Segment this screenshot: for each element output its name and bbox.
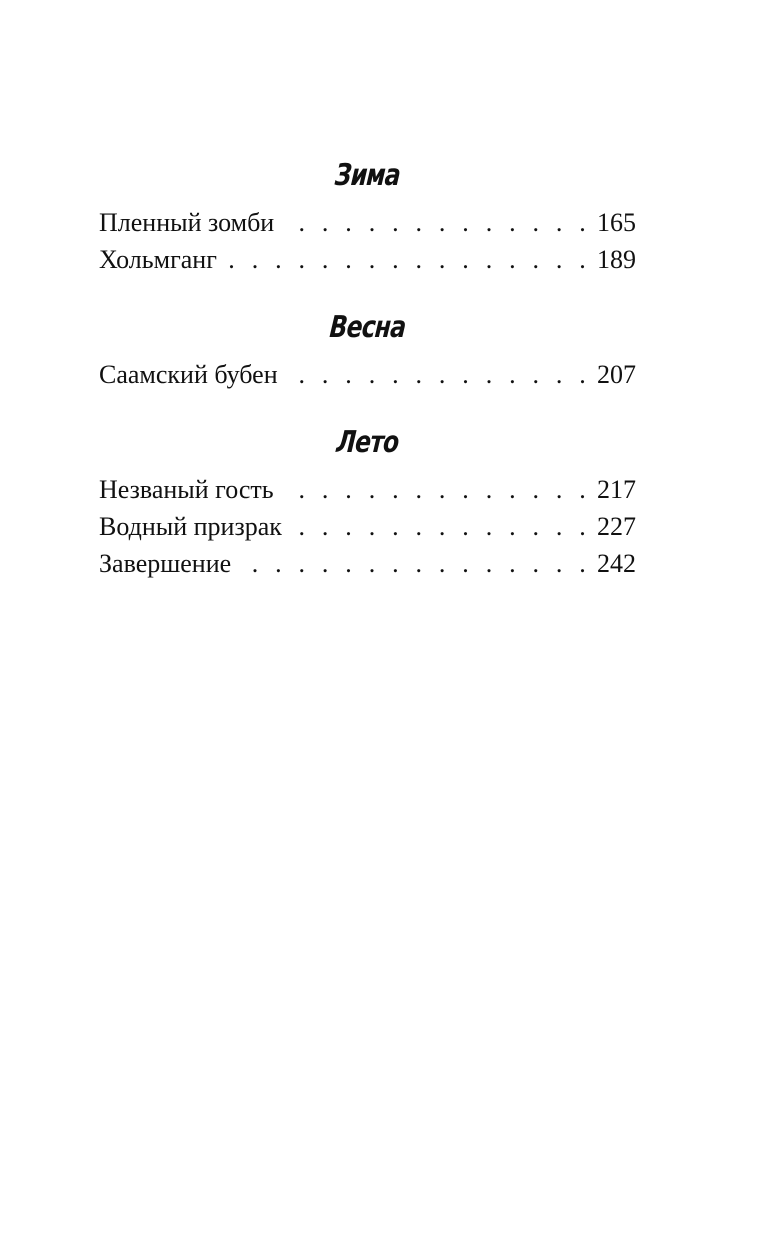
entry-page-number: 227 [597,512,636,541]
dot-leader [282,204,591,241]
toc-section-winter [99,148,636,278]
dot-leader [286,356,591,393]
toc-entry[interactable] [99,508,636,545]
table-of-contents [99,148,636,582]
toc-entry[interactable] [99,356,636,393]
dot-leader [225,241,591,278]
entry-title: Незваный гость [99,475,274,504]
entry-title: Пленный зомби [99,208,275,237]
toc-entry[interactable] [99,204,636,241]
toc-section-summer [99,415,636,582]
dot-leader [290,508,591,545]
toc-entry[interactable] [99,241,636,278]
toc-entry[interactable] [99,545,636,582]
entry-page-number: 207 [597,360,636,389]
toc-section-spring [99,300,636,393]
entry-title: Хольмганг [99,245,217,274]
dot-leader [282,471,591,508]
dot-leader [239,545,591,582]
entry-page-number: 165 [597,208,636,237]
section-title: Лето [335,425,400,460]
entry-title: Водный призрак [99,512,282,541]
entry-page-number: 242 [597,549,636,578]
entry-page-number: 189 [597,245,636,274]
entry-title: Завершение [99,549,232,578]
toc-entry[interactable] [99,471,636,508]
section-title: Весна [328,310,407,345]
entry-page-number: 217 [597,475,636,504]
section-title: Зима [333,158,402,193]
entry-title: Саамский бубен [99,360,278,389]
